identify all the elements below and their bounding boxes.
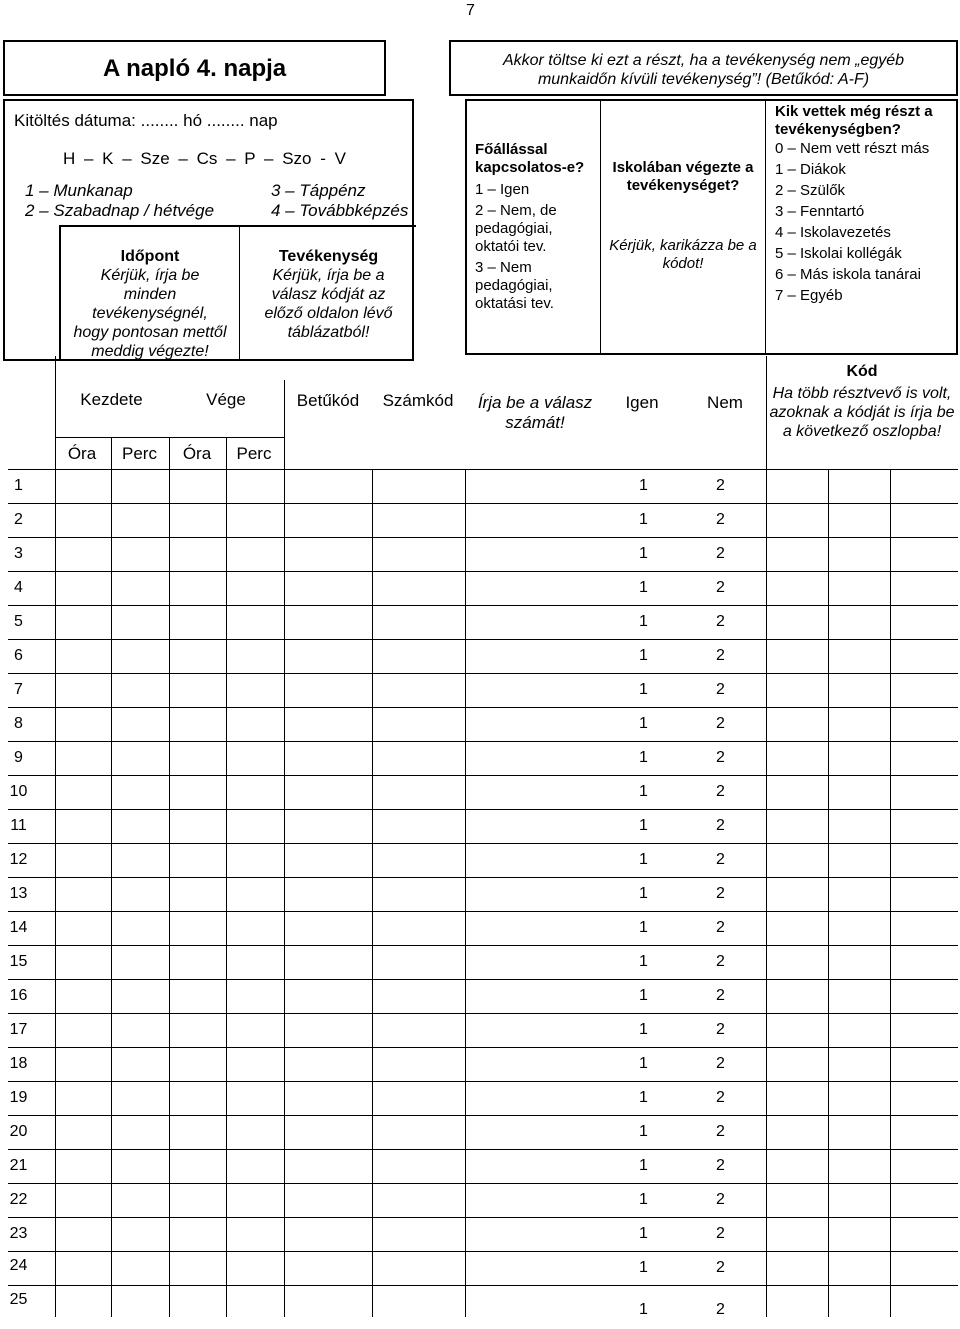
- table-row[interactable]: [0, 1081, 960, 1115]
- title-box: [3, 40, 386, 96]
- kik-option: 2 – Szülők: [775, 182, 846, 199]
- yes-option[interactable]: 1: [639, 885, 648, 902]
- kik-option: 4 – Iskolavezetés: [775, 224, 891, 241]
- no-option[interactable]: 2: [716, 851, 725, 868]
- tevekenyseg-description: [241, 247, 416, 342]
- kik-option: 6 – Más iskola tanárai: [775, 266, 921, 283]
- idopont-heading: Időpont: [120, 248, 180, 265]
- table-row[interactable]: [0, 1285, 960, 1319]
- no-option[interactable]: 2: [716, 1259, 725, 1276]
- kik-heading: Kik vettek még részt a tevékenységben?: [775, 103, 933, 138]
- yes-option[interactable]: 1: [639, 579, 648, 596]
- yes-option[interactable]: 1: [639, 1021, 648, 1038]
- table-row[interactable]: [0, 503, 960, 537]
- row-number: 21: [9, 1157, 28, 1174]
- col-perc-1: Perc: [122, 444, 157, 463]
- no-option[interactable]: 2: [716, 715, 725, 732]
- row-number: 8: [14, 715, 23, 732]
- row-number: 7: [14, 681, 23, 698]
- row-number: 2: [14, 511, 23, 528]
- no-option[interactable]: 2: [716, 1301, 725, 1318]
- instruction-banner: [449, 40, 958, 96]
- idopont-description: [61, 247, 239, 361]
- iskola-heading: Iskolában végezte a tevékenységet?: [612, 159, 754, 194]
- table-row[interactable]: [0, 673, 960, 707]
- row-number: 9: [14, 749, 23, 766]
- yes-option[interactable]: 1: [639, 715, 648, 732]
- no-option[interactable]: 2: [716, 511, 725, 528]
- foallas-option-3: 3 – Nem pedagógiai, oktatási tev.: [475, 259, 554, 312]
- iskola-section: [603, 159, 763, 273]
- no-option[interactable]: 2: [716, 1021, 725, 1038]
- table-row[interactable]: [0, 1149, 960, 1183]
- row-number: 11: [10, 817, 27, 834]
- yes-option[interactable]: 1: [639, 851, 648, 868]
- yes-option[interactable]: 1: [639, 1123, 648, 1140]
- table-row[interactable]: [0, 979, 960, 1013]
- kik-option: 7 – Egyéb: [775, 287, 843, 304]
- col-irja: Írja be a válasz számát!: [477, 393, 593, 432]
- col-nem: Nem: [707, 393, 743, 412]
- table-row[interactable]: [0, 1115, 960, 1149]
- table-row[interactable]: [0, 843, 960, 877]
- row-number: 18: [9, 1055, 28, 1072]
- table-row[interactable]: [0, 945, 960, 979]
- kik-option: 1 – Diákok: [775, 161, 846, 178]
- no-option[interactable]: 2: [716, 477, 725, 494]
- yes-option[interactable]: 1: [639, 919, 648, 936]
- table-row[interactable]: [0, 775, 960, 809]
- idopont-text: Kérjük, írja be minden tevékenységnél, hogy pontosan mettől meddig végezte!: [73, 267, 227, 360]
- yes-option[interactable]: 1: [639, 613, 648, 630]
- row-number: 6: [14, 647, 23, 664]
- col-kezdete: Kezdete: [80, 390, 143, 409]
- no-option[interactable]: 2: [716, 783, 725, 800]
- yes-option[interactable]: 1: [639, 749, 648, 766]
- row-number: 1: [14, 477, 23, 494]
- table-row[interactable]: [0, 1013, 960, 1047]
- page-title: A napló 4. napja: [103, 55, 287, 82]
- col-betukod: Betűkód: [296, 391, 360, 410]
- column-desc-box: [59, 225, 416, 361]
- yes-option[interactable]: 1: [639, 1191, 648, 1208]
- yes-option[interactable]: 1: [639, 1055, 648, 1072]
- yes-option[interactable]: 1: [639, 1089, 648, 1106]
- no-option[interactable]: 2: [716, 1089, 725, 1106]
- col-perc-2: Perc: [236, 444, 272, 463]
- table-row[interactable]: [0, 639, 960, 673]
- no-option[interactable]: 2: [716, 681, 725, 698]
- col-igen: Igen: [625, 393, 659, 412]
- col-ora-2: Óra: [182, 444, 212, 463]
- daytype-4: 4 – Továbbképzés: [271, 201, 409, 220]
- no-option[interactable]: 2: [716, 1055, 725, 1072]
- yes-option[interactable]: 1: [639, 1157, 648, 1174]
- no-option[interactable]: 2: [716, 1225, 725, 1242]
- table-row[interactable]: [0, 1183, 960, 1217]
- row-number: 20: [9, 1123, 28, 1140]
- iskola-text: Kérjük, karikázza be a kódot!: [609, 237, 757, 272]
- daytype-2: 2 – Szabadnap / hétvége: [25, 201, 215, 220]
- yes-option[interactable]: 1: [639, 681, 648, 698]
- kik-option: 5 – Iskolai kollégák: [775, 245, 902, 262]
- row-number: 12: [9, 851, 28, 868]
- row-number: 22: [9, 1191, 28, 1208]
- kod-text: Ha több résztvevő is volt, azoknak a kódját is írja be a következő oszlopba!: [769, 385, 955, 440]
- no-option[interactable]: 2: [716, 987, 725, 1004]
- no-option[interactable]: 2: [716, 885, 725, 902]
- yes-option[interactable]: 1: [639, 1259, 648, 1276]
- weekday-options[interactable]: H – K – Sze – Cs – P – Szo - V: [63, 149, 346, 168]
- col-ora-1: Óra: [67, 444, 97, 463]
- row-number: 4: [14, 579, 23, 596]
- kik-options: [775, 140, 957, 305]
- table-row[interactable]: [0, 809, 960, 843]
- no-option[interactable]: 2: [716, 817, 725, 834]
- table-row[interactable]: [0, 877, 960, 911]
- no-option[interactable]: 2: [716, 545, 725, 562]
- no-option[interactable]: 2: [716, 1157, 725, 1174]
- row-number: 16: [9, 987, 28, 1004]
- right-header-box: [465, 99, 958, 355]
- table-row[interactable]: [0, 571, 960, 605]
- table-row[interactable]: [0, 707, 960, 741]
- yes-option[interactable]: 1: [639, 477, 648, 494]
- yes-option[interactable]: 1: [639, 987, 648, 1004]
- table-row[interactable]: [0, 605, 960, 639]
- col-vege: Vége: [206, 390, 246, 409]
- yes-option[interactable]: 1: [639, 545, 648, 562]
- no-option[interactable]: 2: [716, 579, 725, 596]
- no-option[interactable]: 2: [716, 919, 725, 936]
- yes-option[interactable]: 1: [639, 511, 648, 528]
- row-number: 5: [14, 613, 23, 630]
- row-number: 3: [14, 545, 23, 562]
- page-number: 7: [466, 2, 475, 19]
- yes-option[interactable]: 1: [639, 817, 648, 834]
- table-row[interactable]: [0, 1251, 960, 1285]
- foallas-option-2: 2 – Nem, de pedagógiai, oktatói tev.: [475, 202, 557, 255]
- daytype-1: 1 – Munkanap: [25, 181, 133, 200]
- yes-option[interactable]: 1: [639, 1225, 648, 1242]
- row-number: 10: [9, 783, 28, 800]
- banner-text: Akkor töltse ki ezt a részt, ha a tevékenység nem „egyéb munkaidőn kívüli tevékenység”! (Betűkód: A-F): [502, 52, 905, 88]
- foallas-heading: Főállással kapcsolatos-e?: [475, 141, 585, 176]
- yes-option[interactable]: 1: [639, 953, 648, 970]
- yes-option[interactable]: 1: [639, 647, 648, 664]
- daytype-3: 3 – Táppénz: [271, 181, 366, 200]
- table-row[interactable]: [0, 741, 960, 775]
- no-option[interactable]: 2: [716, 1191, 725, 1208]
- no-option[interactable]: 2: [716, 1123, 725, 1140]
- kik-section: [775, 103, 957, 305]
- kod-heading: Kód: [846, 363, 878, 380]
- row-number: 14: [9, 919, 28, 936]
- kik-option: 0 – Nem vett részt más: [775, 140, 930, 157]
- row-number: 23: [9, 1225, 28, 1242]
- no-option[interactable]: 2: [716, 749, 725, 766]
- no-option[interactable]: 2: [716, 647, 725, 664]
- row-number: 13: [9, 885, 28, 902]
- col-kod: [766, 362, 958, 441]
- row-number: 17: [9, 1021, 28, 1038]
- col-szamkod: Számkód: [382, 391, 454, 410]
- date-line[interactable]: Kitöltés dátuma: ........ hó ........ nap: [14, 111, 278, 130]
- foallas-section: [475, 141, 599, 313]
- row-number: 25: [9, 1291, 28, 1308]
- kik-option: 3 – Fenntartó: [775, 203, 865, 220]
- table-row[interactable]: [0, 1047, 960, 1081]
- left-header-box: [3, 99, 414, 361]
- foallas-option-1: 1 – Igen: [475, 181, 530, 198]
- table-row[interactable]: [0, 911, 960, 945]
- row-number: 19: [9, 1089, 28, 1106]
- tevekenyseg-heading: Tevékenység: [278, 248, 379, 265]
- tevekenyseg-text: Kérjük, írja be a válasz kódját az előző oldalon lévő táblázatból!: [264, 267, 393, 341]
- table-row[interactable]: [0, 1217, 960, 1251]
- no-option[interactable]: 2: [716, 613, 725, 630]
- table-row[interactable]: [0, 469, 960, 503]
- table-row[interactable]: [0, 537, 960, 571]
- yes-option[interactable]: 1: [639, 1301, 648, 1318]
- row-number: 15: [9, 953, 28, 970]
- row-number: 24: [9, 1257, 28, 1274]
- no-option[interactable]: 2: [716, 953, 725, 970]
- yes-option[interactable]: 1: [639, 783, 648, 800]
